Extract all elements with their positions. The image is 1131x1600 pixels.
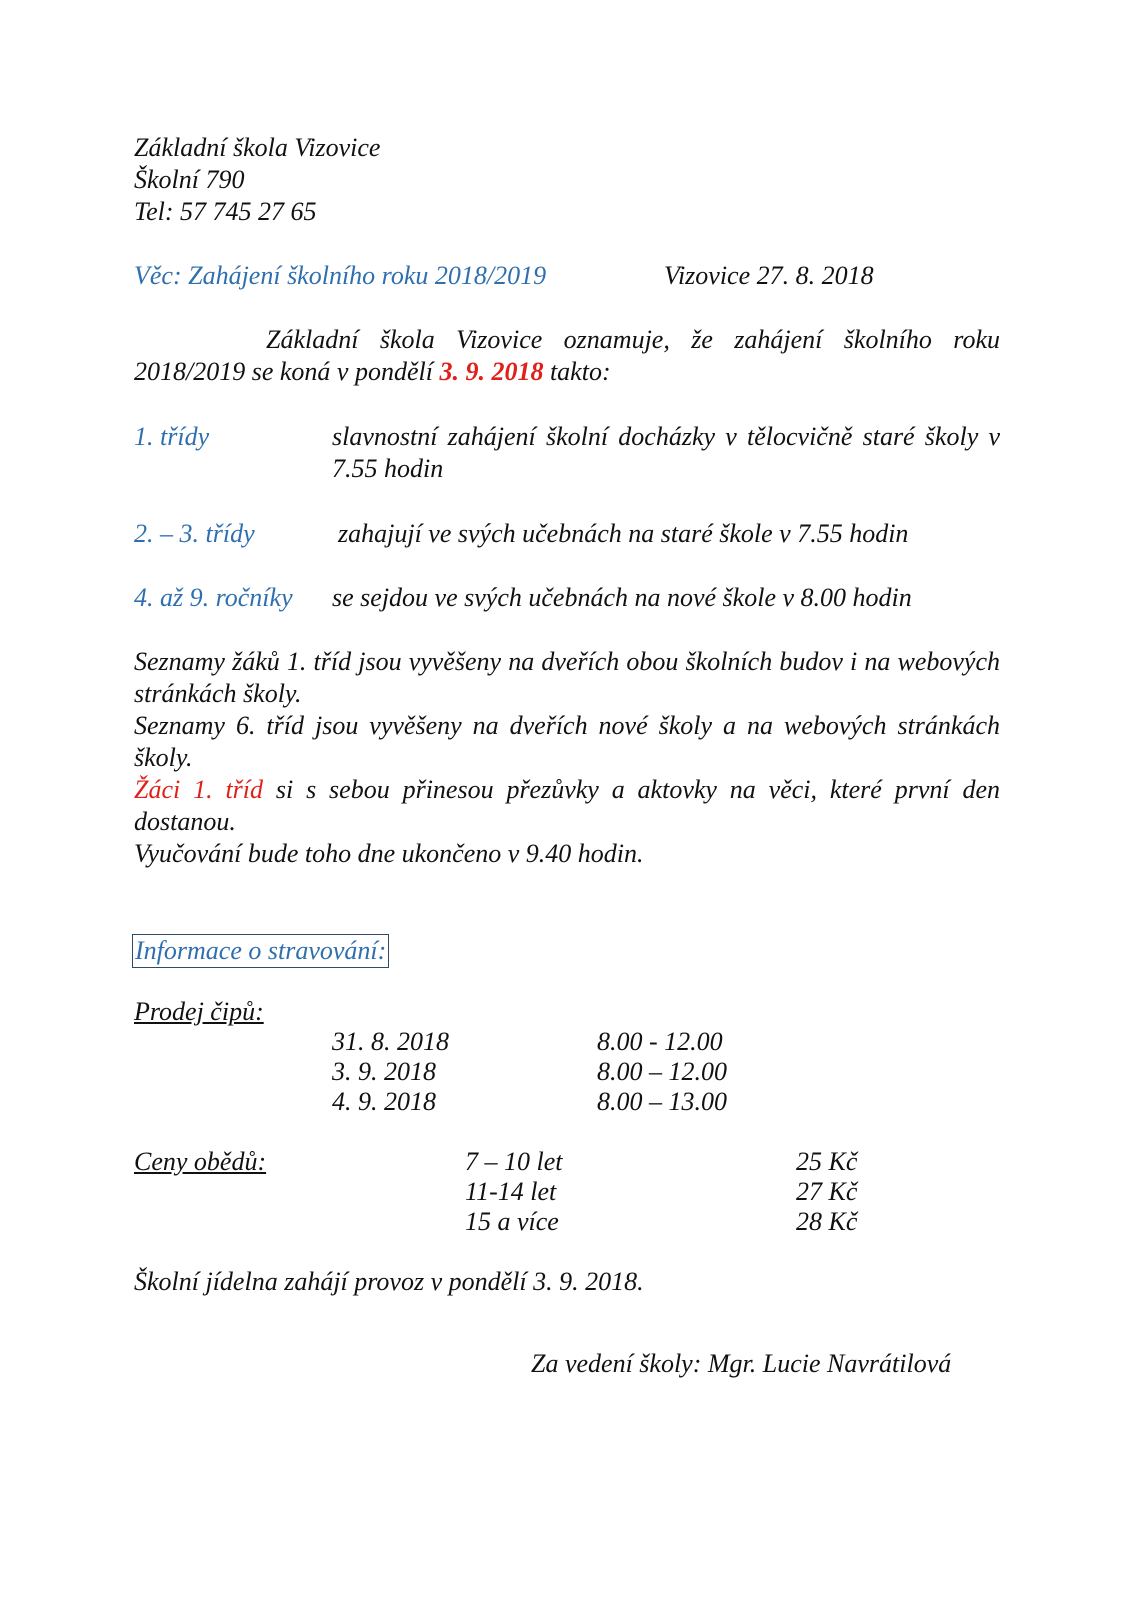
subject-line: Věc: Zahájení školního roku 2018/2019 — [134, 261, 547, 290]
school-phone: Tel: 57 745 27 65 — [134, 197, 317, 226]
price-age: 7 – 10 let — [465, 1147, 563, 1176]
price-age: 15 a více — [465, 1207, 559, 1236]
chip-date: 31. 8. 2018 — [332, 1027, 449, 1056]
prices-label: Ceny obědů: — [134, 1147, 267, 1176]
chip-time: 8.00 - 12.00 — [597, 1027, 723, 1056]
signature: Za vedení školy: Mgr. Lucie Navrátilová — [531, 1349, 952, 1378]
price-amount: 27 Kč — [796, 1177, 858, 1206]
chip-time: 8.00 – 12.00 — [597, 1057, 727, 1086]
note-end-time: Vyučování bude toho dne ukončeno v 9.40 hodin. — [134, 839, 644, 868]
schedule-group-1: 1. třídy — [134, 422, 210, 451]
intro-prefix: Základní škola Vizovice oznamuje, že zahájení školního roku 2018/2019 se koná v pondělí — [134, 325, 1000, 386]
schedule-text-1: slavnostní zahájení školní docházky v tělocvičně staré školy v 7.55 hodin — [332, 422, 1000, 483]
schedule-text-2: zahajují ve svých učebnách na staré škole v 7.55 hodin — [338, 519, 909, 548]
intro-paragraph — [134, 324, 1000, 388]
chip-date: 3. 9. 2018 — [332, 1057, 436, 1086]
catering-heading: Informace o stravování: — [132, 934, 389, 968]
schedule-group-3: 4. až 9. ročníky — [134, 583, 293, 612]
price-amount: 28 Kč — [796, 1207, 858, 1236]
pupils-bring: si s sebou přinesou přezůvky a aktovky na věci, které první den dostanou. — [134, 775, 1000, 836]
intro-suffix: takto: — [543, 357, 611, 386]
chip-date: 4. 9. 2018 — [332, 1087, 436, 1116]
schedule-group-2: 2. – 3. třídy — [134, 519, 255, 548]
chip-time: 8.00 – 13.00 — [597, 1087, 727, 1116]
canteen-start: Školní jídelna zahájí provoz v pondělí 3. 9. 2018. — [134, 1267, 644, 1296]
price-amount: 25 Kč — [796, 1147, 858, 1176]
note-sixth-lists: Seznamy 6. tříd jsou vyvěšeny na dveřích nové školy a na webových stránkách školy. — [134, 711, 1000, 772]
school-name: Základní škola Vizovice — [134, 133, 381, 162]
note-pupils — [134, 774, 1000, 838]
school-street: Školní 790 — [134, 165, 245, 194]
price-age: 11-14 let — [465, 1177, 557, 1206]
pupils-first-class: Žáci 1. tříd — [134, 775, 264, 804]
start-date: 3. 9. 2018 — [439, 357, 544, 386]
schedule-text-3: se sejdou ve svých učebnách na nové škole v 8.00 hodin — [332, 583, 912, 612]
chips-label: Prodej čipů: — [134, 997, 264, 1026]
note-first-lists: Seznamy žáků 1. tříd jsou vyvěšeny na dveřích obou školních budov i na webových stránkách školy. — [134, 647, 1000, 708]
place-date: Vizovice 27. 8. 2018 — [664, 261, 874, 290]
